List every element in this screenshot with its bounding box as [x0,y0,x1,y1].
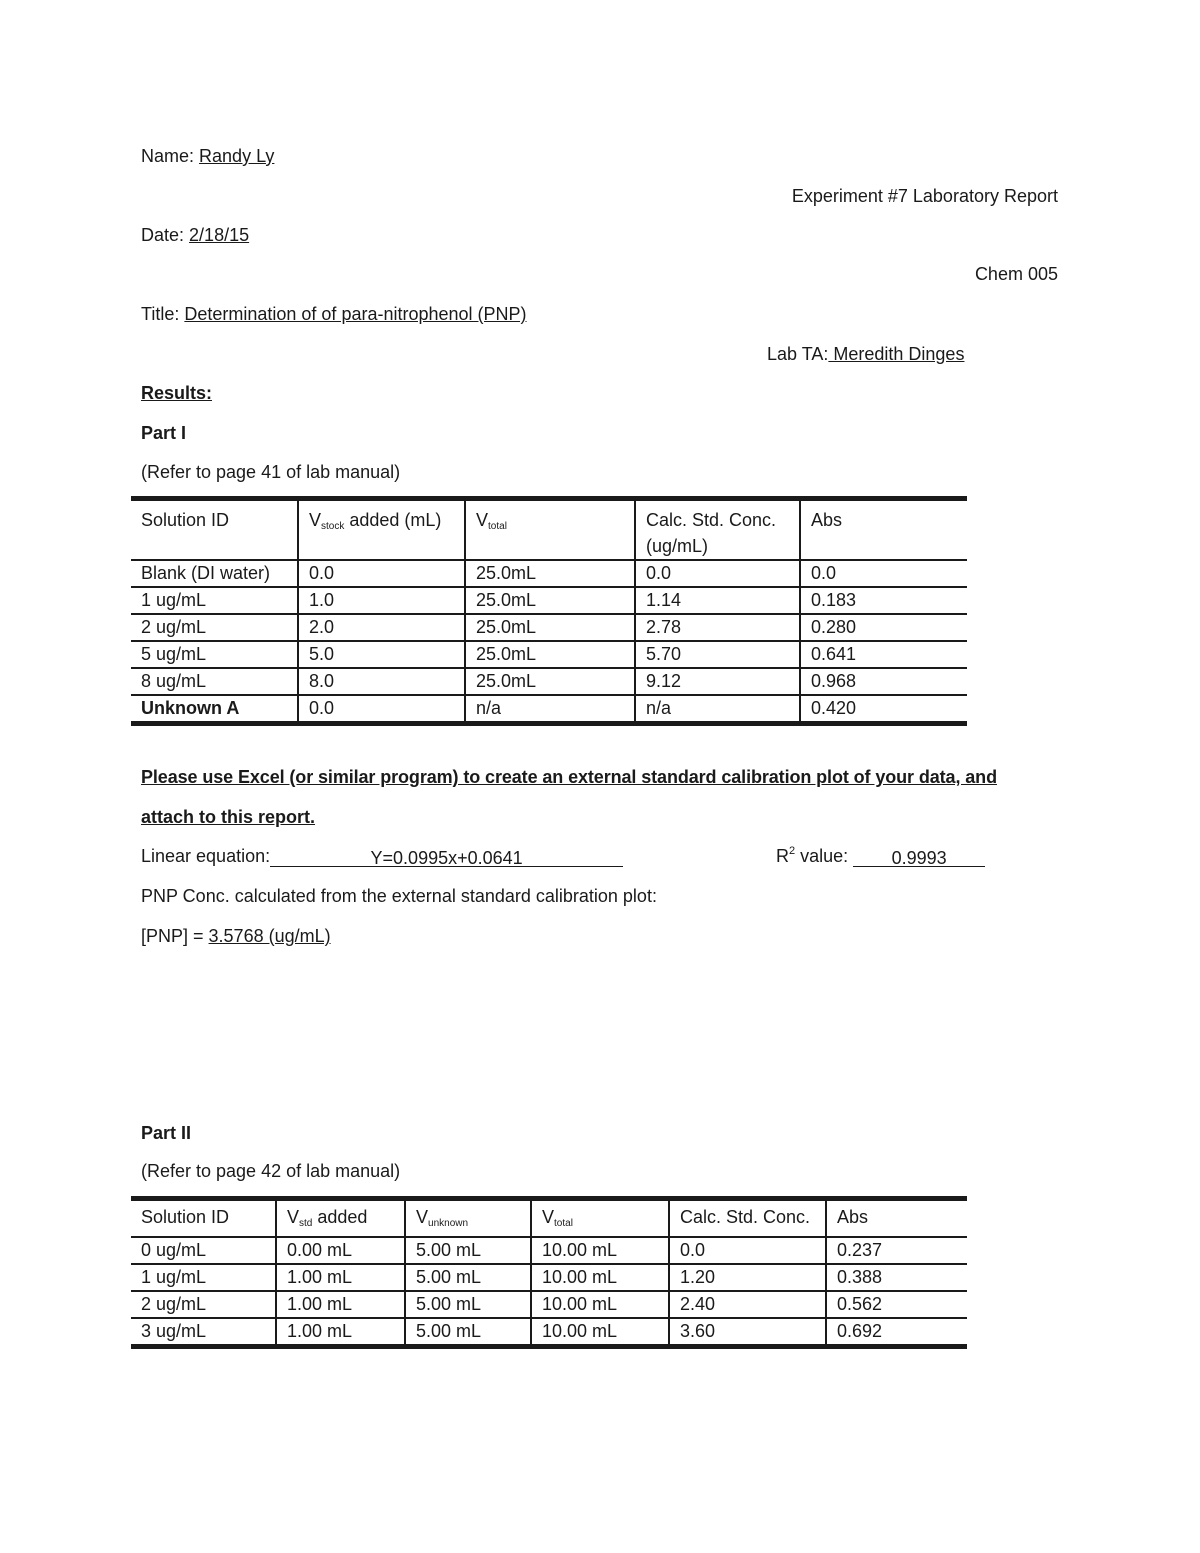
instructions-line2: attach to this report. [141,807,316,827]
cell: 2 ug/mL [131,1291,276,1318]
linear-equation-value: Y=0.0995x+0.0641 [270,848,623,867]
r2-line [776,845,985,867]
ta-label: Lab TA: [767,344,829,364]
linear-equation-line [141,845,623,867]
cell: 0 ug/mL [131,1237,276,1264]
cell: 25.0mL [465,668,635,695]
cell: 0.0 [800,560,967,587]
cell: 5.00 mL [405,1237,531,1264]
cell: 0.692 [826,1318,967,1347]
pnp-result-value: 3.5768 (ug/mL) [208,926,331,946]
table-row [131,587,967,614]
ta-line [767,343,964,365]
cell: 3 ug/mL [131,1318,276,1347]
cell: 25.0mL [465,560,635,587]
title-line [141,303,527,325]
cell: 1.00 mL [276,1318,405,1347]
cell: 5.0 [298,641,465,668]
cell: 5.00 mL [405,1264,531,1291]
name-line [141,145,274,167]
cell: 2.0 [298,614,465,641]
table-row [131,695,967,724]
table-row [131,668,967,695]
table-row [131,1318,967,1347]
table-row [131,1264,967,1291]
cell: 10.00 mL [531,1318,669,1347]
cell: 0.280 [800,614,967,641]
cell: 10.00 mL [531,1264,669,1291]
part1-heading: Part I [141,423,187,443]
cell: 2 ug/mL [131,614,298,641]
ta-value: Meredith Dinges [828,344,965,364]
name-value: Randy Ly [199,146,275,166]
header-v-total: $V_{total}$ [531,1199,669,1238]
cell: 10.00 mL [531,1291,669,1318]
header-v-stock: $V_{stock}$ added (mL) [298,499,465,561]
header-calc-conc: Calc. Std. Conc. (ug/mL) [635,499,800,561]
cell: Unknown A [131,695,298,724]
header-abs: Abs [826,1199,967,1238]
experiment-title: Experiment #7 Laboratory Report [791,186,1058,206]
cell: 1.00 mL [276,1264,405,1291]
date-value: 2/18/15 [189,225,250,245]
cell: 25.0mL [465,614,635,641]
r2-label: R [776,846,789,866]
pnp-result-line [141,925,331,947]
cell: 8.0 [298,668,465,695]
cell: 3.60 [669,1318,826,1347]
cell: 8 ug/mL [131,668,298,695]
table-header-row [131,499,967,561]
table-row [131,560,967,587]
cell: 0.00 mL [276,1237,405,1264]
part1-table [131,496,967,726]
cell: 5.00 mL [405,1318,531,1347]
r2-sup: 2 [789,845,796,857]
cell: 9.12 [635,668,800,695]
date-line [141,224,249,246]
table-header-row [131,1199,967,1238]
cell: 0.0 [669,1237,826,1264]
cell: 25.0mL [465,587,635,614]
course-name: Chem 005 [974,264,1058,284]
part2-heading: Part II [141,1123,192,1143]
cell: Blank (DI water) [131,560,298,587]
cell: 5.00 mL [405,1291,531,1318]
cell: 1.0 [298,587,465,614]
pnp-line: PNP Conc. calculated from the external standard calibration plot: [141,886,657,906]
header-v-unknown: $V_{unknown}$ [405,1199,531,1238]
pnp-result-label: [PNP] = [141,926,209,946]
table-row [131,1237,967,1264]
cell: 25.0mL [465,641,635,668]
cell: 5 ug/mL [131,641,298,668]
cell: 0.0 [298,695,465,724]
part1-refer: (Refer to page 41 of lab manual) [141,462,401,482]
table-row [131,641,967,668]
results-heading: Results: [141,383,213,403]
header-v-std: $V_{std}$ added [276,1199,405,1238]
cell: 0.420 [800,695,967,724]
table-row [131,614,967,641]
part2-refer: (Refer to page 42 of lab manual) [141,1161,401,1181]
cell: 2.40 [669,1291,826,1318]
cell: 0.562 [826,1291,967,1318]
title-value: Determination of of para-nitrophenol (PNP) [184,304,527,324]
instructions-line1: Please use Excel (or similar program) to create an external standard calibration plot of your data, and [141,767,997,787]
header-solution-id: Solution ID [131,499,298,561]
cell: 0.237 [826,1237,967,1264]
table-row [131,1291,967,1318]
cell: 0.388 [826,1264,967,1291]
cell: 0.0 [635,560,800,587]
cell: 1.20 [669,1264,826,1291]
cell: 1 ug/mL [131,1264,276,1291]
cell: 0.0 [298,560,465,587]
cell: 5.70 [635,641,800,668]
cell: 1 ug/mL [131,587,298,614]
cell: 1.14 [635,587,800,614]
header-v-total: $V_{total}$ [465,499,635,561]
header-abs: Abs [800,499,967,561]
title-label: Title: [141,304,180,324]
header-calc-conc: Calc. Std. Conc. [669,1199,826,1238]
cell: 0.183 [800,587,967,614]
part2-table [131,1196,967,1349]
date-label: Date: [141,225,185,245]
cell: 10.00 mL [531,1237,669,1264]
cell: 0.641 [800,641,967,668]
r2-value: 0.9993 [853,848,985,867]
cell: 2.78 [635,614,800,641]
name-label: Name: [141,146,195,166]
cell: n/a [465,695,635,724]
linear-equation-label: Linear equation: [141,846,271,866]
cell: 1.00 mL [276,1291,405,1318]
r2-label-rest: value: [795,846,854,866]
header-solution-id: Solution ID [131,1199,276,1238]
cell: 0.968 [800,668,967,695]
cell: n/a [635,695,800,724]
